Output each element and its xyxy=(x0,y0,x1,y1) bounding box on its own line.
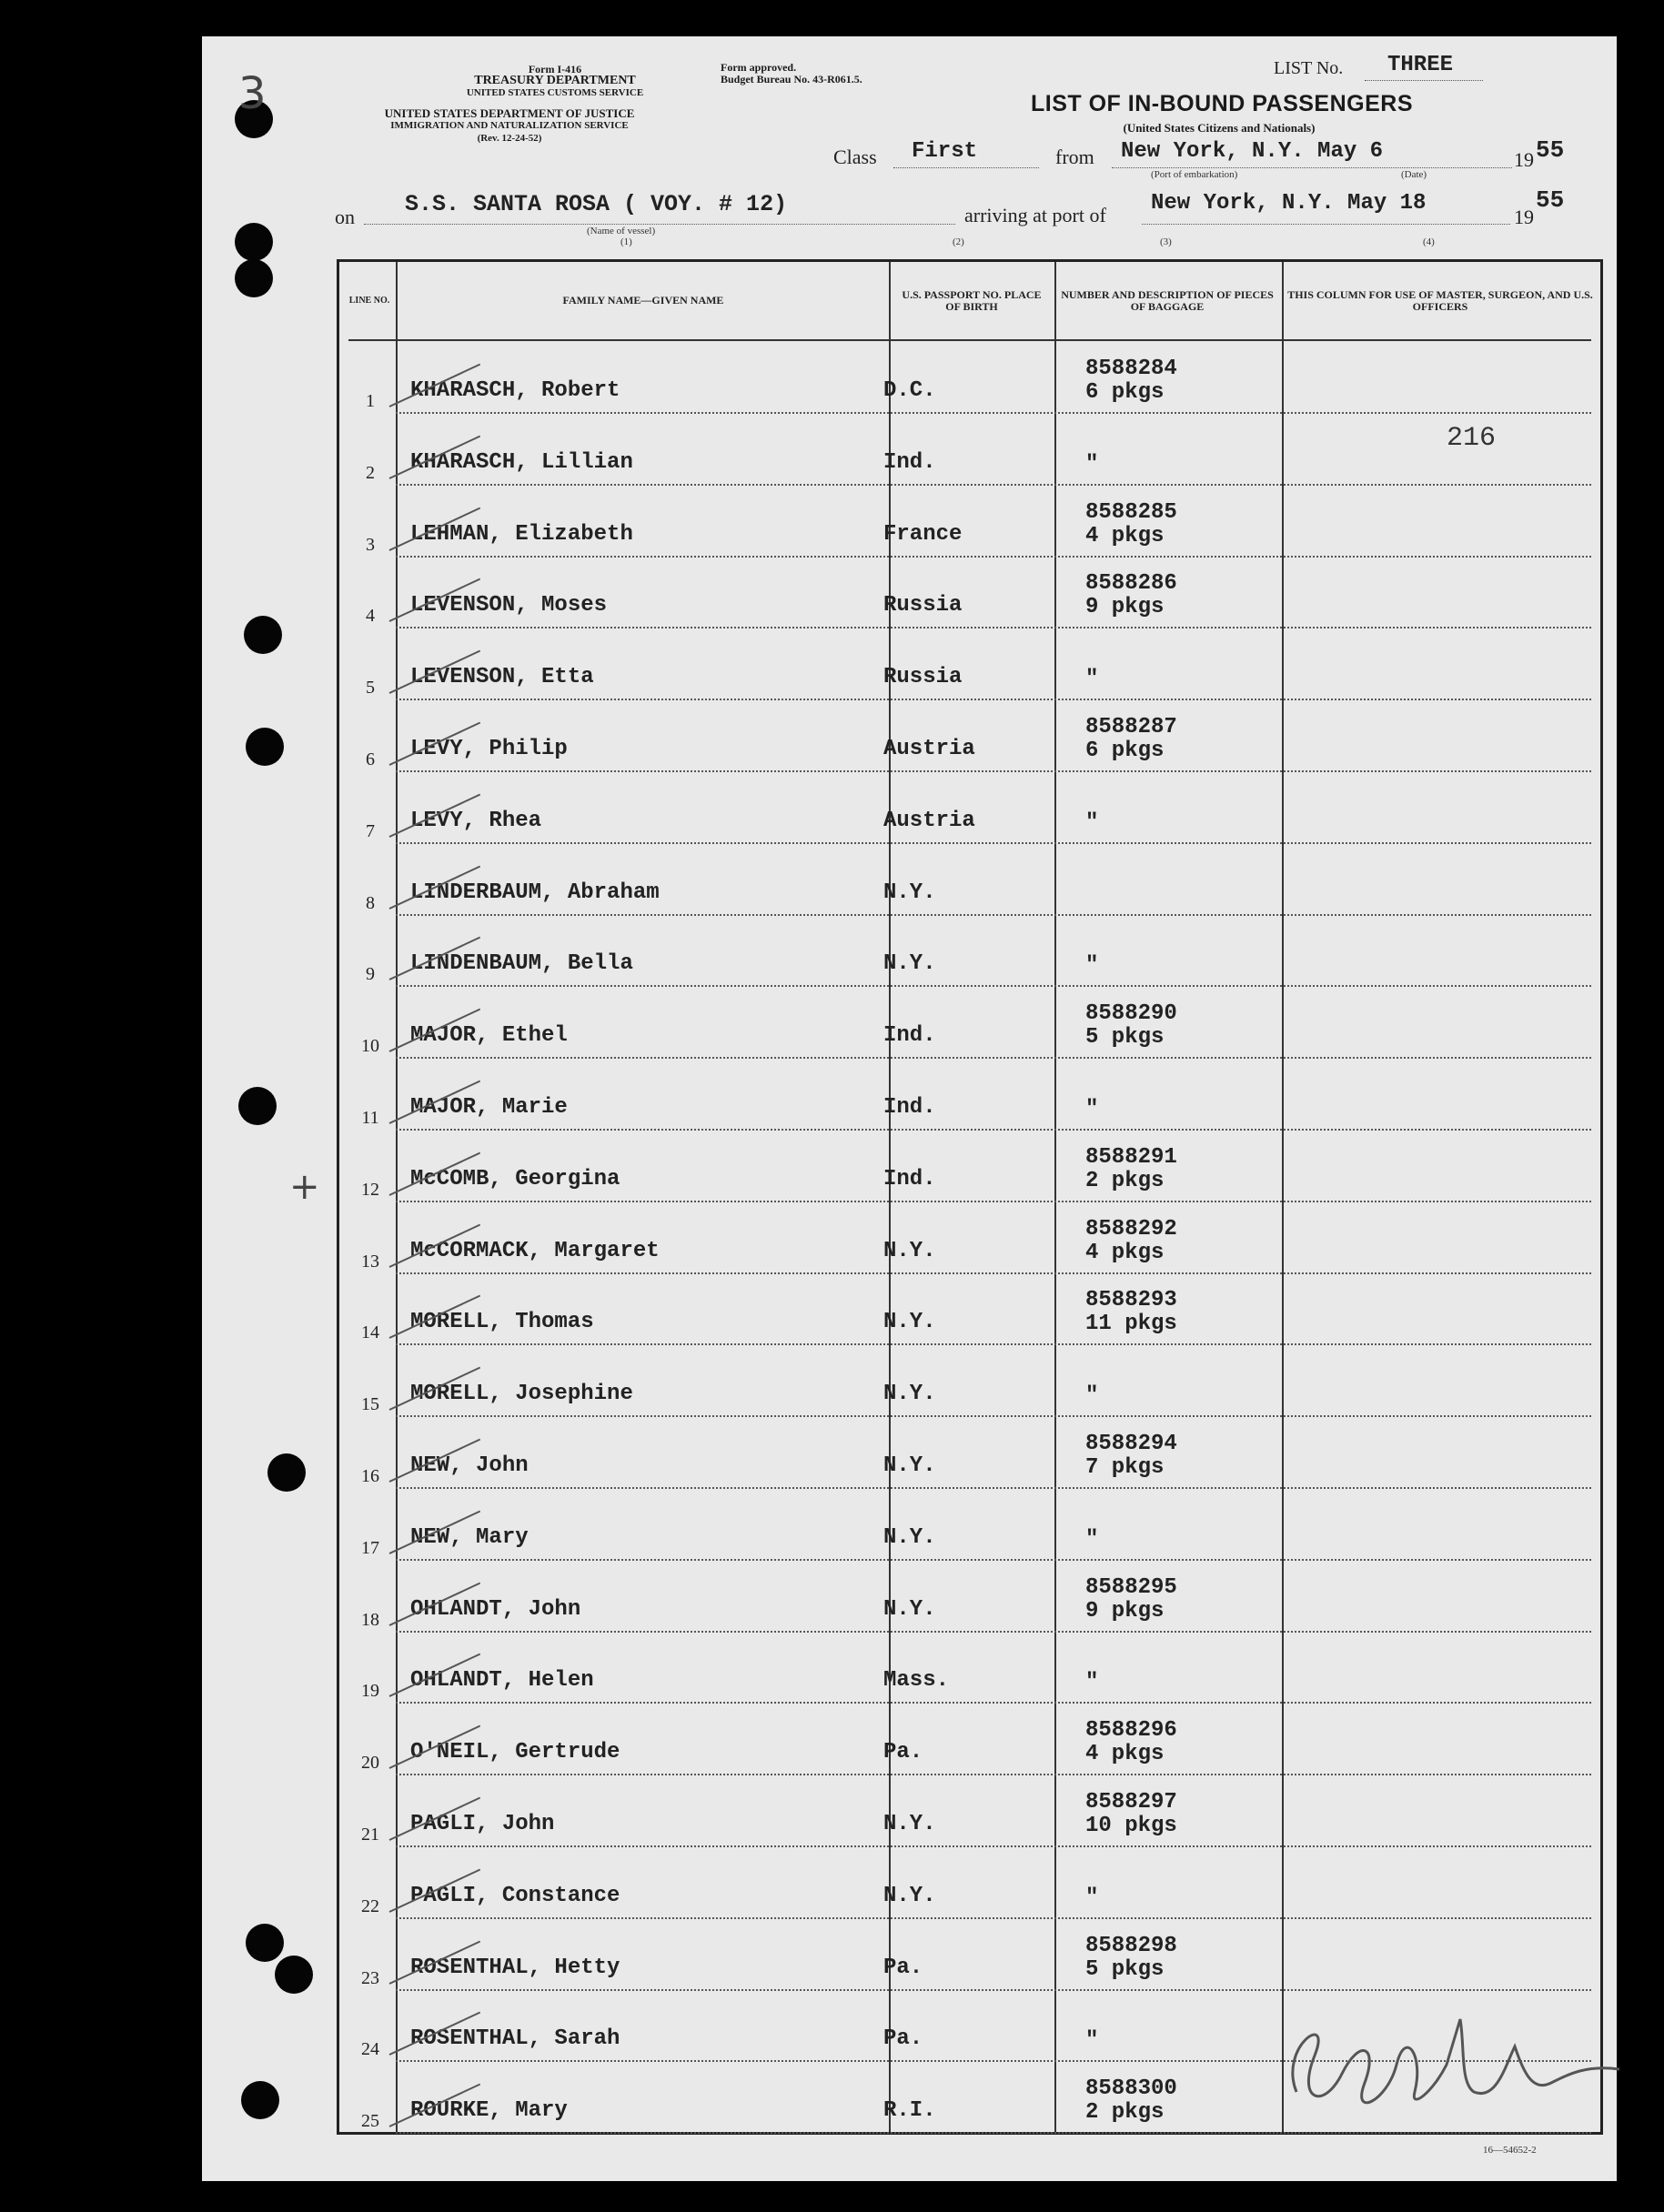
passenger-name: NEW, John xyxy=(410,1453,529,1478)
corner-mark: 3 xyxy=(238,68,267,119)
line-number: 12 xyxy=(361,1179,379,1200)
baggage-pkgs: 9 pkgs xyxy=(1085,595,1165,620)
baggage-number: 8588287 xyxy=(1085,715,1177,739)
class-value: First xyxy=(912,139,978,164)
table-row xyxy=(339,1775,1600,1847)
binder-hole xyxy=(275,1956,313,1994)
arrival-port: New York, N.Y. May 18 xyxy=(1151,191,1427,216)
baggage-pkgs: 2 pkgs xyxy=(1085,2100,1165,2126)
place-of-birth: N.Y. xyxy=(883,880,936,905)
baggage xyxy=(1085,954,1098,978)
line-number: 22 xyxy=(361,1895,379,1916)
line-number: 15 xyxy=(361,1394,379,1415)
baggage xyxy=(1085,668,1098,691)
form-number: Form I-416 xyxy=(528,63,582,75)
line-number: 19 xyxy=(361,1681,379,1702)
table-row xyxy=(339,1345,1600,1417)
baggage-number: " xyxy=(1085,809,1099,835)
place-of-birth: D.C. xyxy=(883,378,936,403)
baggage-number: 8588300 xyxy=(1085,2076,1177,2102)
baggage-pkgs: 4 pkgs xyxy=(1085,1240,1165,1265)
list-subtitle: (United States Citizens and Nationals) xyxy=(1123,121,1316,135)
arrival-year-suffix: 55 xyxy=(1536,186,1565,214)
baggage-pkgs: 10 pkgs xyxy=(1085,1814,1177,1838)
embarkation: New York, N.Y. May 6 xyxy=(1121,139,1384,164)
baggage xyxy=(1085,1528,1098,1552)
list-number: THREE xyxy=(1387,53,1454,77)
baggage xyxy=(1085,1719,1177,1766)
table-row xyxy=(339,1417,1600,1489)
passenger-name: OHLANDT, Helen xyxy=(410,1668,594,1694)
passenger-name: LEVENSON, Etta xyxy=(410,665,594,690)
binder-hole xyxy=(246,728,284,766)
baggage-pkgs: 5 pkgs xyxy=(1085,1025,1165,1051)
col-officers: THIS COLUMN FOR USE OF MASTER, SURGEON, AND U.S. OFFICERS xyxy=(1287,287,1593,313)
from-label: from xyxy=(1055,146,1094,168)
col-passport: U.S. PASSPORT NO. PLACE OF BIRTH xyxy=(902,287,1042,313)
baggage-number: 8588284 xyxy=(1085,357,1177,381)
place-of-birth: Ind. xyxy=(883,1166,936,1191)
baggage xyxy=(1085,811,1098,835)
list-no-label: LIST No. xyxy=(1274,58,1344,78)
col-baggage: NUMBER AND DESCRIPTION OF PIECES OF BAGGAGE xyxy=(1061,287,1274,313)
baggage-pkgs: 4 pkgs xyxy=(1085,523,1165,548)
table-row xyxy=(339,1704,1600,1775)
table-row xyxy=(339,486,1600,558)
officer-note: 216 xyxy=(1447,423,1497,454)
line-number: 8 xyxy=(366,892,375,913)
passenger-name: PAGLI, Constance xyxy=(410,1883,620,1908)
list-title: LIST OF IN-BOUND PASSENGERS xyxy=(1031,91,1414,116)
baggage xyxy=(1085,716,1177,763)
baggage-number: 8588290 xyxy=(1085,1001,1177,1027)
line-number: 17 xyxy=(361,1537,379,1558)
table-row xyxy=(339,1489,1600,1561)
baggage xyxy=(1085,357,1177,405)
baggage-number: " xyxy=(1085,1097,1099,1121)
place-of-birth: Ind. xyxy=(883,449,936,475)
binder-hole xyxy=(235,259,273,297)
passenger-name: OHLANDT, John xyxy=(410,1596,581,1622)
table-row xyxy=(339,1273,1600,1345)
table-row xyxy=(339,1632,1600,1704)
place-of-birth: Russia xyxy=(883,593,963,618)
place-of-birth: N.Y. xyxy=(883,1238,936,1263)
baggage-pkgs: 2 pkgs xyxy=(1085,1168,1165,1193)
caption-3: (3) xyxy=(1160,236,1172,247)
baggage-number: 8588293 xyxy=(1085,1288,1177,1313)
line-number: 21 xyxy=(361,1825,379,1845)
place-of-birth: N.Y. xyxy=(883,1812,936,1836)
passenger-name: ROSENTHAL, Sarah xyxy=(410,2026,620,2052)
place-of-birth: R.I. xyxy=(883,2098,936,2124)
port-caption: (Port of embarkation) xyxy=(1151,169,1238,180)
baggage-number: 8588295 xyxy=(1085,1574,1177,1600)
department: TREASURY DEPARTMENT xyxy=(474,74,636,87)
binder-hole xyxy=(246,1924,284,1962)
place-of-birth: Austria xyxy=(883,808,975,833)
justice-dept: UNITED STATES DEPARTMENT OF JUSTICE xyxy=(384,106,635,120)
baggage xyxy=(1085,453,1098,477)
line-number: 9 xyxy=(366,964,375,985)
place-of-birth: Pa. xyxy=(883,2026,923,2052)
baggage-number: 8588286 xyxy=(1085,571,1177,597)
baggage-number: " xyxy=(1085,451,1099,477)
passenger-name: PAGLI, John xyxy=(410,1812,555,1836)
line-number: 10 xyxy=(361,1036,379,1057)
baggage xyxy=(1085,1384,1098,1408)
table-row xyxy=(339,844,1600,916)
passenger-name: ROURKE, Mary xyxy=(410,2098,568,2124)
baggage xyxy=(1085,1218,1177,1265)
baggage xyxy=(1085,1146,1177,1193)
place-of-birth: Austria xyxy=(883,737,975,761)
baggage-number: " xyxy=(1085,1383,1099,1409)
line-number: 25 xyxy=(361,2111,379,2132)
baggage-number: 8588297 xyxy=(1085,1790,1177,1815)
place-of-birth: N.Y. xyxy=(883,1382,936,1407)
class-label: Class xyxy=(833,146,877,168)
line-number: 3 xyxy=(366,534,375,555)
baggage xyxy=(1085,1886,1098,1910)
form-approved: Form approved. xyxy=(721,61,797,74)
baggage-pkgs: 7 pkgs xyxy=(1085,1455,1165,1480)
table-row xyxy=(339,1202,1600,1274)
baggage-number: " xyxy=(1085,953,1099,979)
baggage-number: 8588292 xyxy=(1085,1216,1177,1242)
on-label: on xyxy=(335,206,355,228)
table-row xyxy=(339,1561,1600,1633)
caption-2: (2) xyxy=(953,236,964,247)
place-of-birth: Mass. xyxy=(883,1668,950,1694)
table-row xyxy=(339,414,1600,486)
arrival-year-prefix: 19 xyxy=(1514,206,1534,228)
baggage-pkgs: 6 pkgs xyxy=(1085,380,1165,405)
table-row xyxy=(339,1059,1600,1131)
passenger-name: MORELL, Josephine xyxy=(410,1382,633,1407)
passenger-name: LEHMAN, Elizabeth xyxy=(410,521,633,547)
year-suffix: 55 xyxy=(1536,136,1565,164)
baggage-number: " xyxy=(1085,1670,1099,1695)
line-number: 1 xyxy=(366,391,375,411)
place-of-birth: Ind. xyxy=(883,1023,936,1049)
place-of-birth: Russia xyxy=(883,665,963,690)
passenger-table xyxy=(337,259,1603,2135)
line-number: 24 xyxy=(361,2039,379,2060)
vessel-name: S.S. SANTA ROSA ( VOY. # 12) xyxy=(405,191,788,217)
vessel-caption: (Name of vessel) xyxy=(587,226,656,236)
revision: (Rev. 12-24-52) xyxy=(477,133,542,144)
baggage-number: 8588294 xyxy=(1085,1432,1177,1456)
passenger-name: ROSENTHAL, Hetty xyxy=(410,1955,620,1980)
baggage xyxy=(1085,2029,1098,2053)
passenger-name: McCOMB, Georgina xyxy=(410,1166,620,1191)
budget-bureau: Budget Bureau No. 43-R061.5. xyxy=(721,73,862,85)
baggage xyxy=(1085,572,1177,619)
binder-hole xyxy=(235,223,273,261)
baggage-number: " xyxy=(1085,1526,1099,1552)
baggage-number: 8588285 xyxy=(1085,499,1177,525)
place-of-birth: N.Y. xyxy=(883,1310,936,1335)
baggage-number: 8588298 xyxy=(1085,1933,1177,1958)
passenger-name: MAJOR, Marie xyxy=(410,1095,568,1120)
year-prefix: 19 xyxy=(1514,148,1534,171)
place-of-birth: N.Y. xyxy=(883,1453,936,1478)
place-of-birth: N.Y. xyxy=(883,951,936,977)
line-number: 5 xyxy=(366,678,375,699)
line-number: 20 xyxy=(361,1753,379,1774)
baggage-number: " xyxy=(1085,2028,1099,2054)
binder-hole xyxy=(238,1087,277,1125)
baggage-number: " xyxy=(1085,1885,1099,1910)
line-number: 4 xyxy=(366,606,375,627)
line-number: 6 xyxy=(366,749,375,769)
baggage xyxy=(1085,1671,1098,1694)
baggage-pkgs: 5 pkgs xyxy=(1085,1956,1165,1982)
caption-4: (4) xyxy=(1423,236,1435,247)
baggage xyxy=(1085,501,1177,548)
baggage-pkgs: 4 pkgs xyxy=(1085,1742,1165,1767)
baggage xyxy=(1085,1289,1177,1336)
line-number: 7 xyxy=(366,820,375,841)
place-of-birth: N.Y. xyxy=(883,1596,936,1622)
place-of-birth: Pa. xyxy=(883,1740,923,1765)
passenger-name: LINDENBAUM, Bella xyxy=(410,951,633,977)
baggage xyxy=(1085,1433,1177,1480)
caption-1: (1) xyxy=(620,236,632,247)
baggage-number: 8588291 xyxy=(1085,1144,1177,1170)
date-caption: (Date) xyxy=(1401,169,1427,180)
binder-hole xyxy=(241,2081,279,2119)
col-line-no: LINE NO. xyxy=(348,296,390,306)
passenger-name: LEVY, Rhea xyxy=(410,808,542,833)
passenger-name: MAJOR, Ethel xyxy=(410,1023,568,1049)
officer-signature xyxy=(1278,1992,1624,2128)
table-row xyxy=(339,700,1600,772)
arriving-label: arriving at port of xyxy=(964,204,1106,226)
passenger-name: McCORMACK, Margaret xyxy=(410,1238,660,1263)
table-row xyxy=(339,987,1600,1059)
baggage-pkgs: 11 pkgs xyxy=(1085,1312,1177,1337)
baggage xyxy=(1085,1002,1177,1050)
line-number: 18 xyxy=(361,1609,379,1630)
table-row xyxy=(339,1919,1600,1991)
baggage-number: 8588296 xyxy=(1085,1718,1177,1744)
line-number: 11 xyxy=(361,1108,379,1128)
passenger-name: NEW, Mary xyxy=(410,1524,529,1550)
table-row xyxy=(339,772,1600,844)
table-row xyxy=(339,1847,1600,1919)
baggage-pkgs: 6 pkgs xyxy=(1085,739,1165,763)
binder-hole xyxy=(267,1453,306,1492)
baggage xyxy=(1085,2077,1177,2125)
place-of-birth: N.Y. xyxy=(883,1524,936,1550)
place-of-birth: Ind. xyxy=(883,1095,936,1120)
cross-mark: + xyxy=(289,1166,320,1208)
print-code: 16—54652-2 xyxy=(1483,2145,1537,2156)
passenger-name: KHARASCH, Robert xyxy=(410,378,620,403)
passenger-name: O'NEIL, Gertrude xyxy=(410,1740,620,1765)
line-number: 2 xyxy=(366,462,375,483)
line-number: 23 xyxy=(361,1967,379,1988)
baggage xyxy=(1085,1935,1177,1982)
passenger-name: MORELL, Thomas xyxy=(410,1310,594,1335)
table-row xyxy=(339,1131,1600,1202)
customs-service: UNITED STATES CUSTOMS SERVICE xyxy=(466,87,644,98)
place-of-birth: Pa. xyxy=(883,1955,923,1980)
line-number: 16 xyxy=(361,1466,379,1486)
baggage xyxy=(1085,1791,1177,1838)
baggage-pkgs: 9 pkgs xyxy=(1085,1598,1165,1624)
passenger-name: LEVY, Philip xyxy=(410,737,568,761)
table-row xyxy=(339,557,1600,628)
passenger-name: LINDERBAUM, Abraham xyxy=(410,880,660,905)
line-number: 14 xyxy=(361,1322,379,1343)
binder-hole xyxy=(244,616,282,654)
place-of-birth: France xyxy=(883,521,963,547)
place-of-birth: N.Y. xyxy=(883,1883,936,1908)
table-row xyxy=(339,342,1600,414)
line-number: 13 xyxy=(361,1251,379,1272)
table-row xyxy=(339,915,1600,987)
baggage-number: " xyxy=(1085,667,1099,692)
passenger-name: KHARASCH, Lillian xyxy=(410,449,633,475)
passenger-name: LEVENSON, Moses xyxy=(410,593,608,618)
baggage xyxy=(1085,1098,1098,1121)
ins-service: IMMIGRATION AND NATURALIZATION SERVICE xyxy=(390,120,629,131)
col-name: FAMILY NAME—GIVEN NAME xyxy=(562,294,724,307)
table-row xyxy=(339,628,1600,700)
baggage xyxy=(1085,1576,1177,1624)
